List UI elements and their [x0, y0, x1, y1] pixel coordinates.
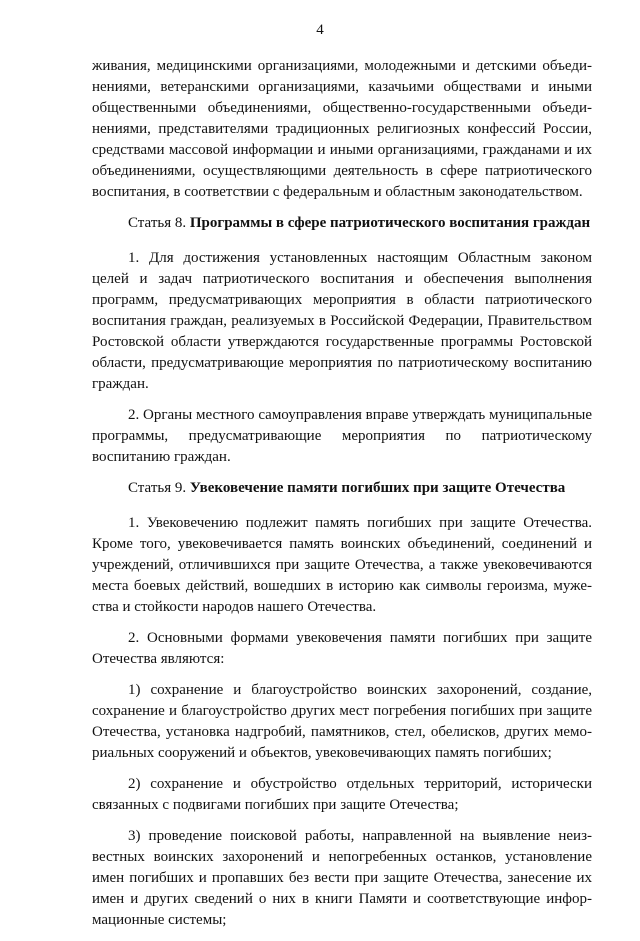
article-8-heading: [92, 213, 592, 234]
article-9-paragraph-2: 2. Основными формами увековечения памяти погибших при защите Отечества являются:: [92, 630, 592, 667]
article-9-title: Увековечение памяти погибших при защите Отечества: [189, 480, 566, 496]
list-item-1: 1) сохранение и благоустройство воинских захоронений, создание, сохранение и благоустройство других мест погребения погибших при защите Отечества, установка надгробий, памятников, стел, обелисков, других мемориальных сооружений и объектов, увековечивающих память погибших;: [92, 682, 592, 761]
article-8-paragraph-2: 2. Органы местного самоуправления вправе утверждать муниципальные программы, предусматривающие мероприятия по патриотическому воспитанию граждан.: [92, 407, 592, 465]
paragraph-continuation: живания, медицинскими организациями, молодежными и детскими объединениями, ветеранскими организациями, казачьими обществами и иными общественными объединениями, общественно-государственными объединениями, представителями традиционных религиозных конфессий России, средствами массовой информации и иными организациями, гражданами и их объединениями, осуществляющими деятельность в сфере патриотического воспитания, в соответствии с федеральным и областным законодательством.: [92, 58, 592, 200]
list-item-2: 2) сохранение и обустройство отдельных территорий, исторически связанных с подвигами погибших при защите Отечества;: [92, 776, 592, 813]
article-9-paragraph-1: 1. Увековечению подлежит память погибших при защите Отечества. Кроме того, увековечивается память воинских объединений, соединений и учреждений, отличившихся при защите Отечества, а также увековечиваются места боевых действий, вошедших в историю как символы героизма, мужества и стойкости народов нашего Отечества.: [92, 515, 592, 615]
document-body: [92, 56, 592, 941]
list-item-3: 3) проведение поисковой работы, направленной на выявление неизвестных воинских захоронений и непогребенных останков, установление имен погибших и пропавших без вести при защите Отечества, занесение их имен и других сведений о них в книги Памяти и соответствующие информационные системы;: [92, 828, 592, 928]
article-9-label: Статья 9.: [128, 480, 187, 496]
page-number: 4: [316, 22, 324, 38]
article-9-heading: [92, 478, 592, 499]
article-8-title: Программы в сфере патриотического воспитания граждан: [189, 215, 591, 231]
article-8-label: Статья 8.: [128, 215, 187, 231]
article-8-paragraph-1: 1. Для достижения установленных настоящим Областным законом целей и задач патриотического воспитания и обеспечения выполнения программ, предусматривающих мероприятия в области патриотического воспитания граждан, реализуемых в Российской Федерации, Правительством Ростовской области утверждаются государственные программы Ростовской области, предусматривающие мероприятия по патриотическому воспитанию граждан.: [92, 250, 592, 392]
